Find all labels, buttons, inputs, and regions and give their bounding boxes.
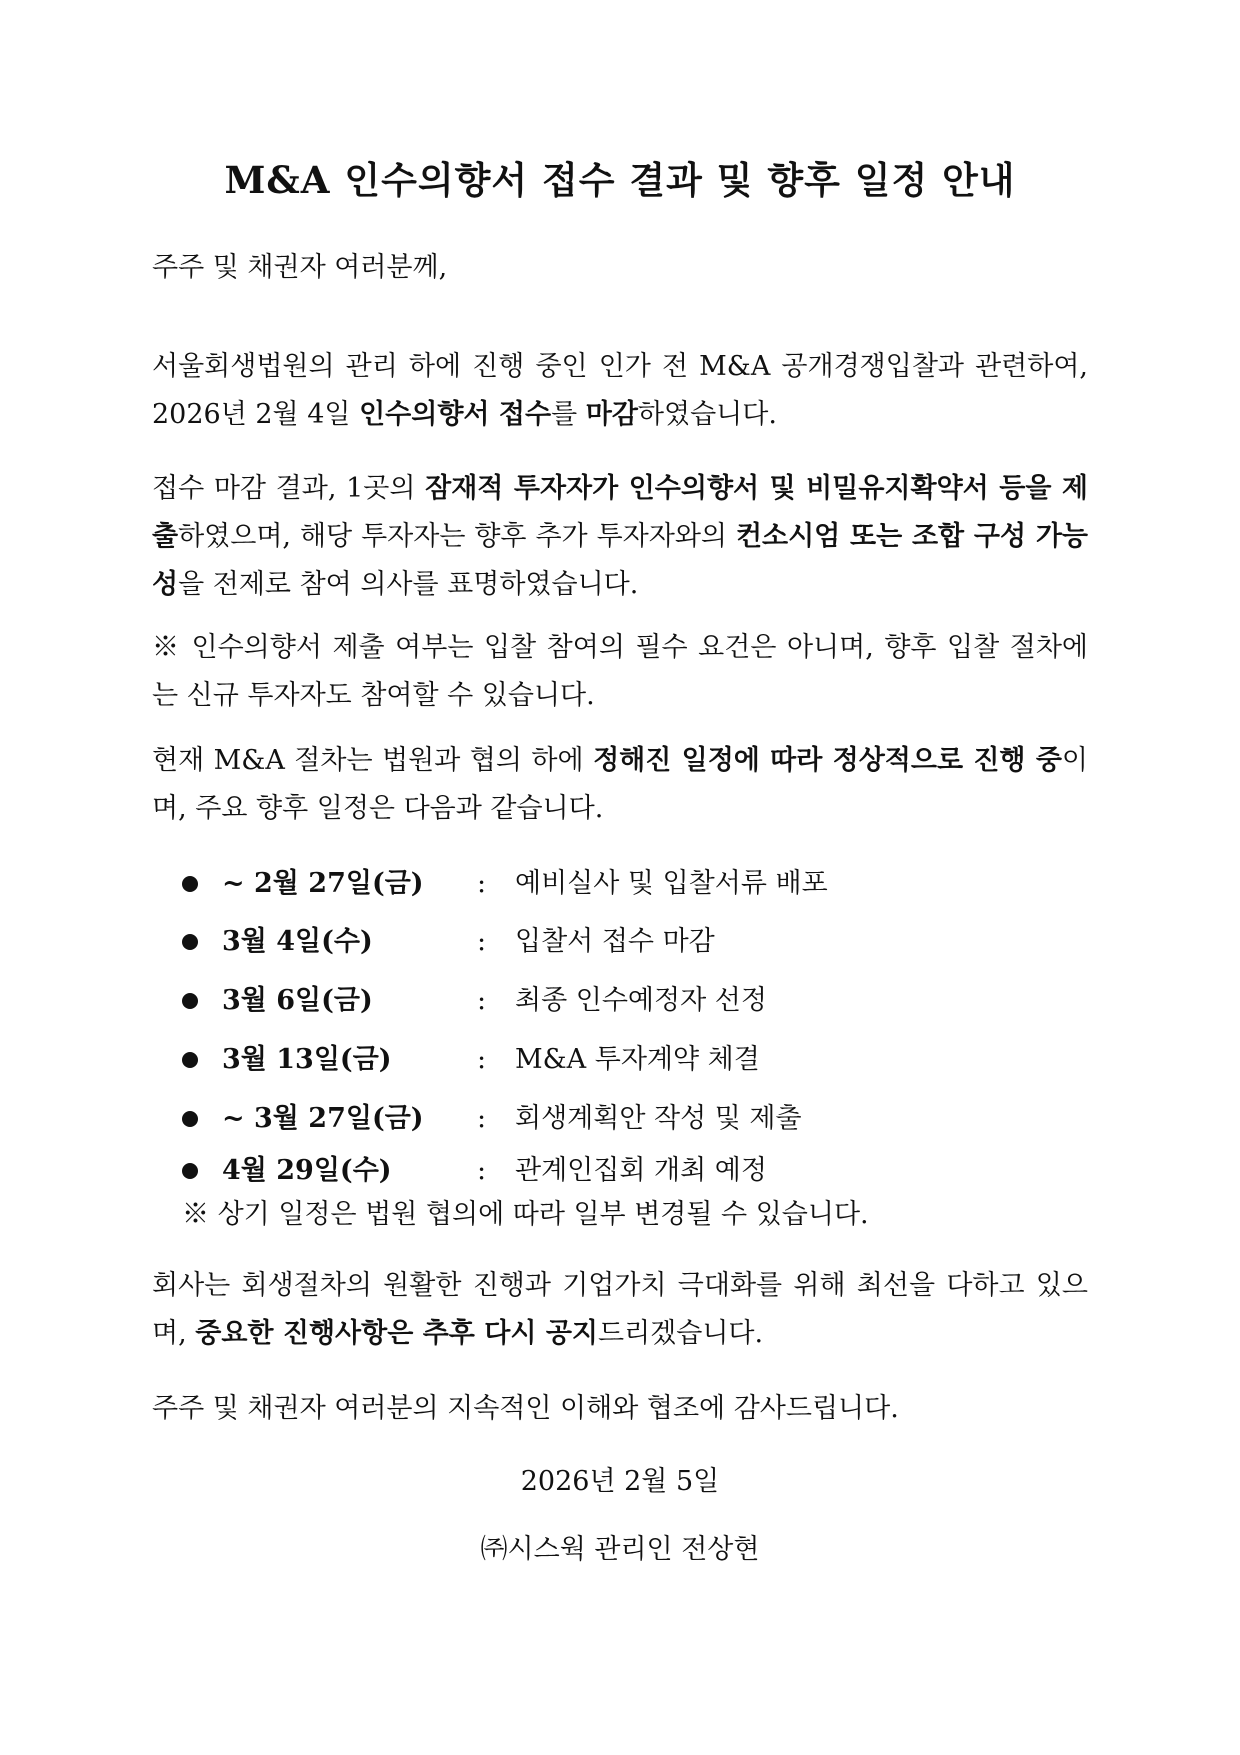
paragraph3-bold-1: 정해진 일정에 따라 정상적으로 진행 중 <box>593 745 1062 776</box>
schedule-description: 예비실사 및 입찰서류 배포 <box>515 868 828 899</box>
paragraph4-text-1: 회사는 회생절차의 원활한 진행과 기업가치 극대화를 위해 최선을 다하고 있으며, <box>152 1270 1088 1349</box>
schedule-date: 3월 6일(금) <box>222 985 373 1016</box>
schedule-separator: : <box>477 1155 487 1186</box>
paragraph-process-status <box>152 737 1088 833</box>
schedule-date: ~ 3월 27일(금) <box>222 1103 424 1134</box>
greeting: 주주 및 채권자 여러분께, <box>152 252 448 283</box>
schedule-separator: : <box>477 1044 487 1075</box>
paragraph1-bold-2: 마감 <box>585 399 638 430</box>
bullet-icon <box>182 1052 198 1068</box>
note-lof-requirement: ※ 인수의향서 제출 여부는 입찰 참여의 필수 요건은 아니며, 향후 입찰 절차에는 신규 투자자도 참여할 수 있습니다. <box>152 632 1088 711</box>
bullet-icon <box>182 934 198 950</box>
schedule-description: 회생계획안 작성 및 제출 <box>515 1103 802 1134</box>
paragraph1-bold-1: 인수의향서 접수 <box>359 399 552 430</box>
schedule-description: 입찰서 접수 마감 <box>515 926 715 957</box>
schedule-item <box>182 1040 1082 1080</box>
schedule-description: M&A 투자계약 체결 <box>515 1044 760 1075</box>
paragraph-lof-closing <box>152 343 1088 439</box>
issue-date: 2026년 2월 5일 <box>520 1466 720 1497</box>
bullet-icon <box>182 993 198 1009</box>
paragraph-submission-result <box>152 465 1088 609</box>
paragraph2-text-1: 접수 마감 결과, 1곳의 <box>152 473 426 504</box>
schedule-separator: : <box>477 1103 487 1134</box>
schedule-item <box>182 922 1082 962</box>
schedule-separator: : <box>477 985 487 1016</box>
schedule-item <box>182 1099 1082 1139</box>
schedule-date: 3월 4일(수) <box>222 926 373 957</box>
schedule-description: 최종 인수예정자 선정 <box>515 985 767 1016</box>
schedule-date: ~ 2월 27일(금) <box>222 868 424 899</box>
paragraph2-text-2: 하였으며, 해당 투자자는 향후 추가 투자자와의 <box>178 521 736 552</box>
paragraph4-bold-1: 중요한 진행사항은 추후 다시 공지 <box>195 1318 598 1349</box>
paragraph-company-commitment <box>152 1262 1088 1358</box>
paragraph4-text-2: 드리겠습니다. <box>598 1318 764 1349</box>
schedule-date: 4월 29일(수) <box>222 1155 392 1186</box>
signature: ㈜시스웍 관리인 전상현 <box>480 1534 760 1565</box>
paragraph1-text-3: 하였습니다. <box>637 399 777 430</box>
paragraph3-text-2: 이며, 주요 향후 일정은 다음과 같습니다. <box>152 745 1088 824</box>
paragraph2-text-3: 을 전제로 참여 의사를 표명하였습니다. <box>178 569 639 600</box>
schedule-separator: : <box>477 926 487 957</box>
paragraph2-bold-1: 잠재적 투자자가 인수의향서 및 비밀유지확약서 등을 제출 <box>152 473 1088 552</box>
paragraph3-text-1: 현재 M&A 절차는 법원과 협의 하에 <box>152 745 594 776</box>
paragraph2-bold-2: 컨소시엄 또는 조합 구성 가능성 <box>152 521 1088 600</box>
schedule-separator: : <box>477 868 487 899</box>
bullet-icon <box>182 1163 198 1179</box>
schedule-date: 3월 13일(금) <box>222 1044 392 1075</box>
note-schedule-change: ※ 상기 일정은 법원 협의에 따라 일부 변경될 수 있습니다. <box>182 1199 869 1230</box>
notice-title: M&A 인수의향서 접수 결과 및 향후 일정 안내 <box>224 158 1016 202</box>
closing-remark: 주주 및 채권자 여러분의 지속적인 이해와 협조에 감사드립니다. <box>152 1393 899 1424</box>
schedule-description: 관계인집회 개최 예정 <box>515 1155 767 1186</box>
bullet-icon <box>182 1111 198 1127</box>
schedule-item <box>182 981 1082 1021</box>
bullet-icon <box>182 876 198 892</box>
schedule-item <box>182 1151 1082 1191</box>
schedule-item <box>182 864 1082 904</box>
paragraph1-text-1: 서울회생법원의 관리 하에 진행 중인 인가 전 M&A 공개경쟁입찰과 관련하여, 2026년 2월 4일 <box>152 351 1088 430</box>
paragraph1-text-2: 를 <box>551 399 586 430</box>
